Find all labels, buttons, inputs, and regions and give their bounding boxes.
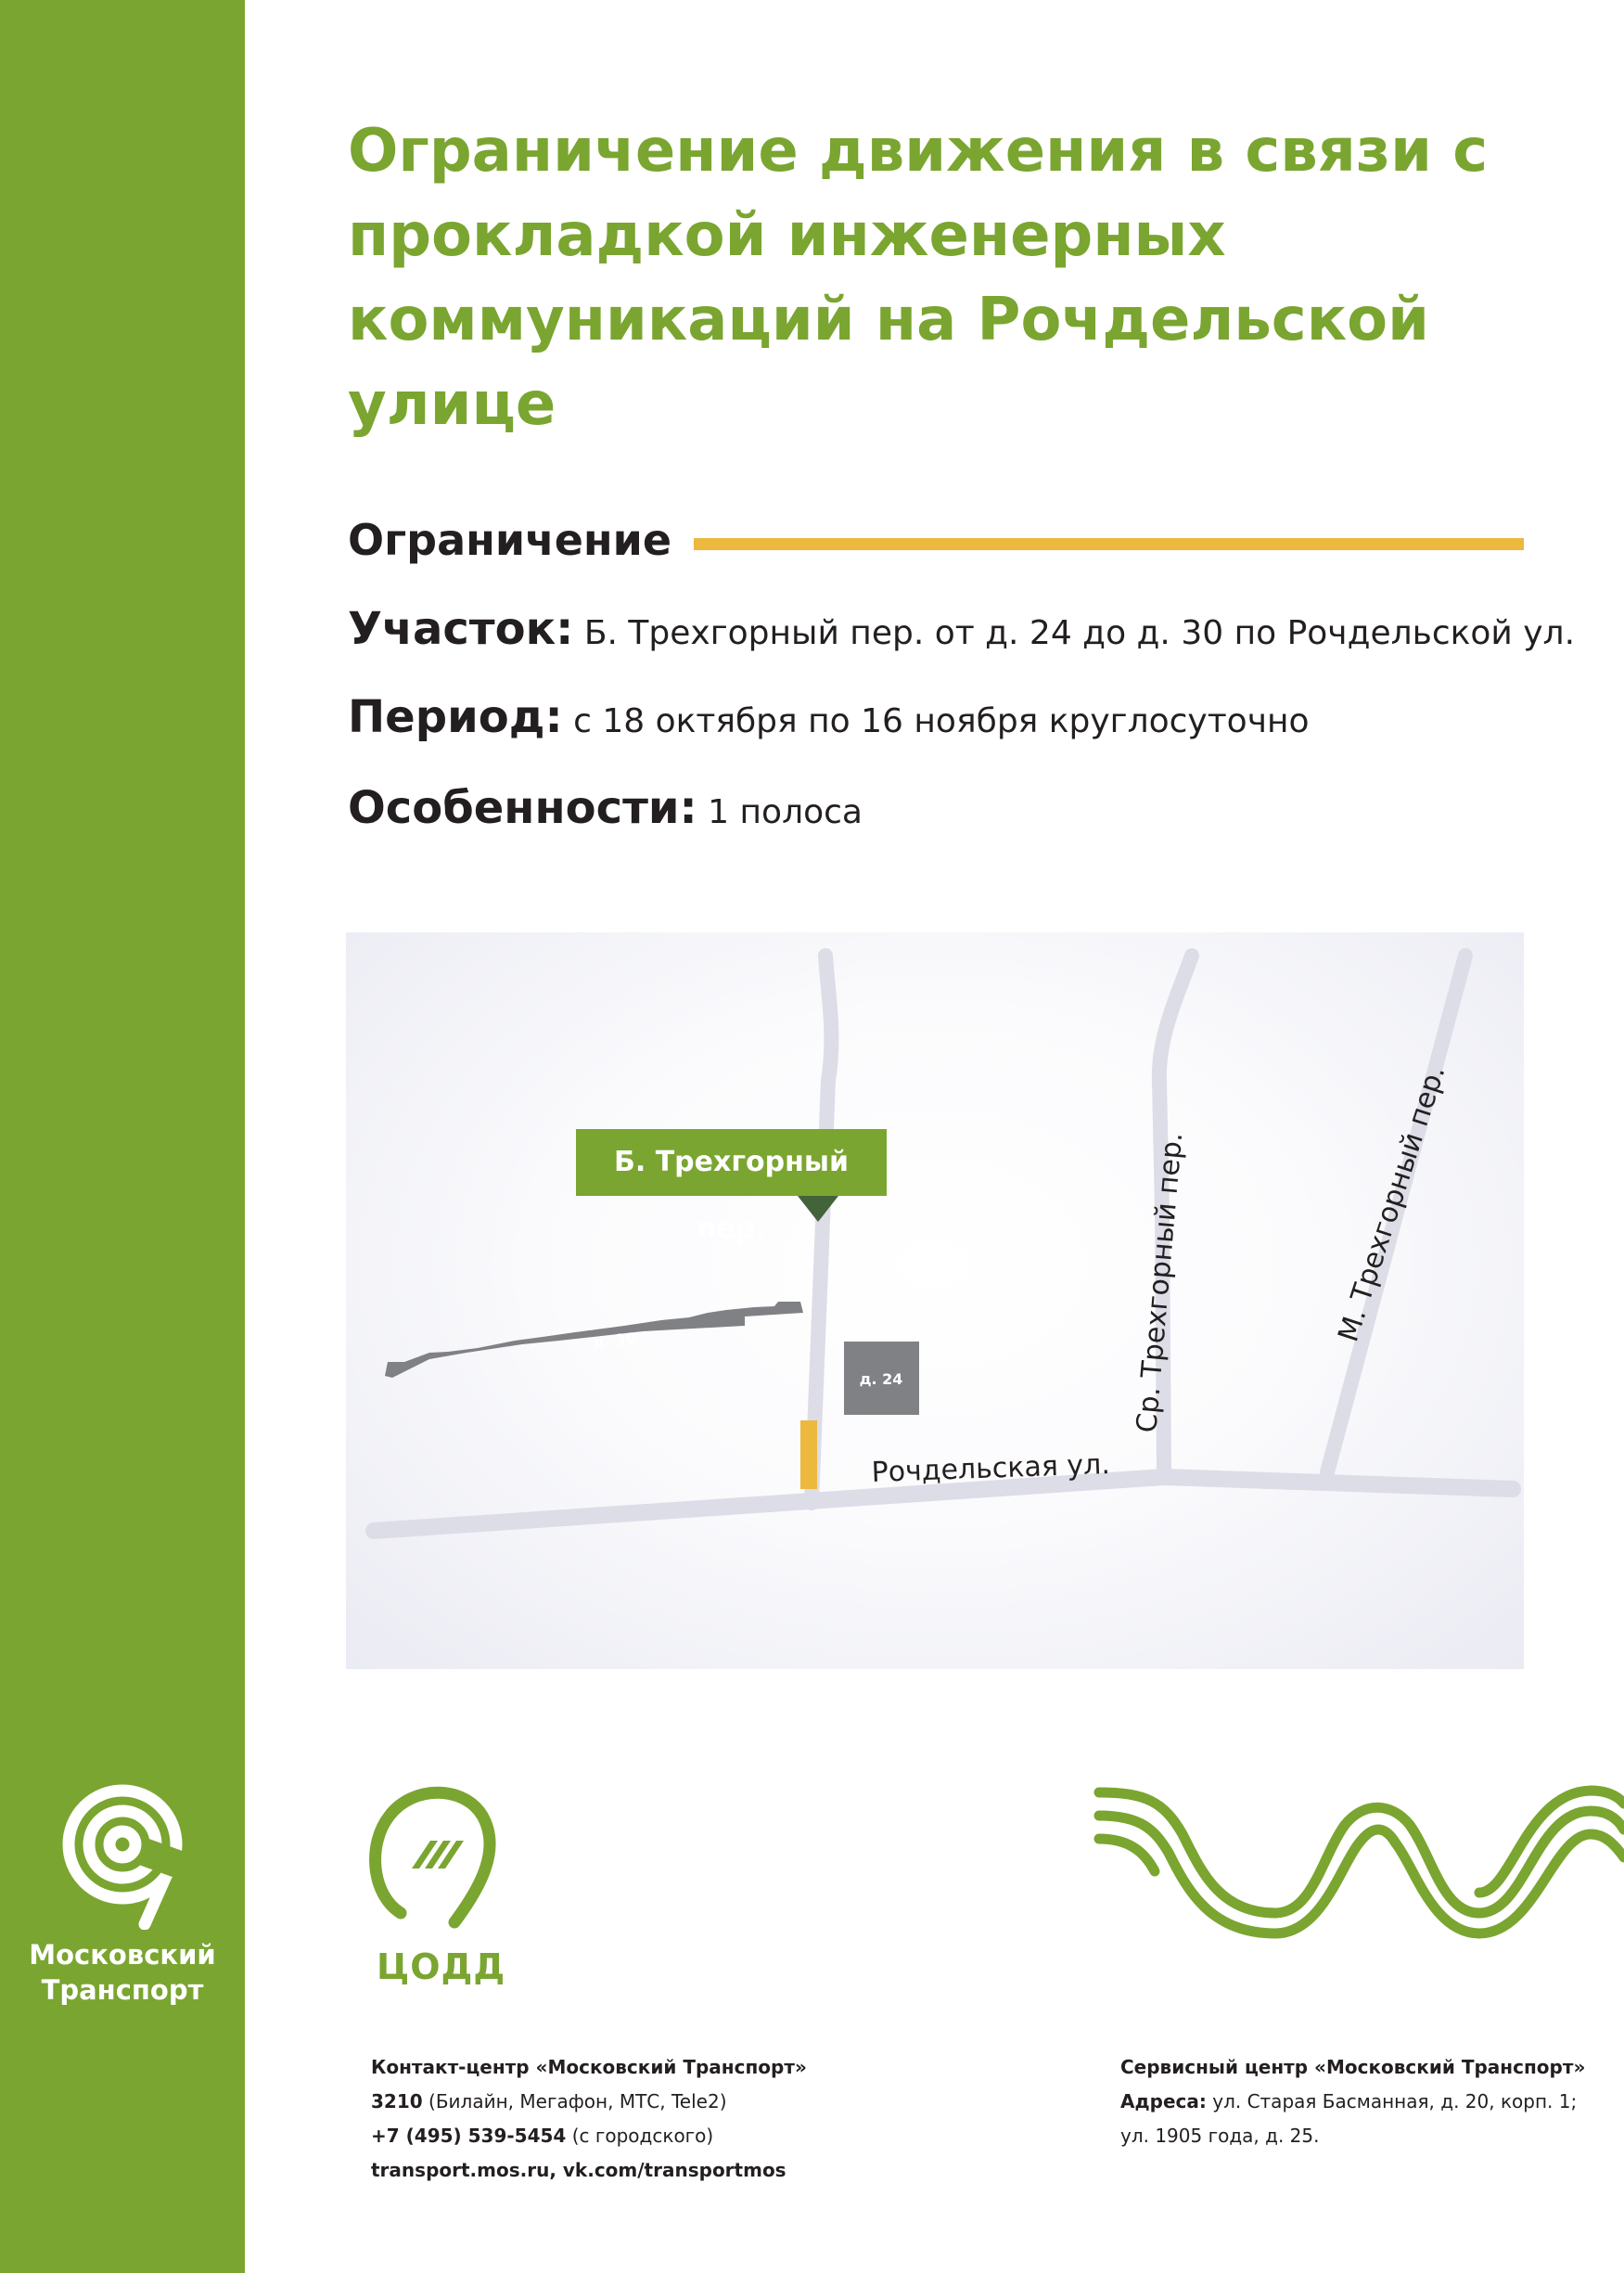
sr-trekhgorny-label: Ср. Трехгорный пер.: [1131, 1131, 1190, 1434]
segment-value: Б. Трехгорный пер. от д. 24 до д. 30 по Рочдельской ул.: [573, 614, 1576, 652]
segment-row: [348, 603, 1575, 655]
map-callout: Б. Трехгорный пер.: [576, 1129, 887, 1196]
callout-pointer: [798, 1196, 838, 1222]
mt-name-line2: Транспорт: [41, 1974, 204, 2006]
page-title: Ограничение движения в связи с прокладкой инженерных коммуникаций на Рочдельской улице: [348, 117, 1489, 439]
section-heading: Ограничение: [348, 515, 672, 565]
section-divider: [694, 538, 1524, 550]
features-label: Особенности:: [348, 782, 697, 834]
contact-center-title: Контакт-центр «Московский Транспорт»: [371, 2056, 807, 2078]
codd-name: ЦОДД: [377, 1946, 506, 1987]
address-label: Адреса:: [1120, 2090, 1207, 2112]
m-trekhgorny-label: М. Трехгорный пер.: [1332, 1061, 1452, 1346]
period-value: с 18 октября по 16 ноября круглосуточно: [562, 702, 1310, 740]
mos-wave-logo: [1090, 1774, 1624, 1950]
green-sidebar: [0, 0, 245, 2273]
building-d30-label: д. 30: [592, 1329, 637, 1352]
contact-center: [371, 2050, 807, 2188]
short-number-operators: (Билайн, Мегафон, МТС, Tele2): [422, 2090, 727, 2112]
restriction-segment: [800, 1420, 817, 1489]
website-links[interactable]: transport.mos.ru, vk.com/transportmos: [371, 2159, 786, 2181]
period-row: [348, 691, 1310, 743]
service-center-title: Сервисный центр «Московский Транспорт»: [1120, 2056, 1586, 2078]
features-value: 1 полоса: [697, 793, 863, 831]
mt-name-line1: Московский: [29, 1939, 216, 1971]
short-number: 3210: [371, 2090, 423, 2112]
rochdelskaya-label: Рочдельская ул.: [871, 1448, 1111, 1489]
codd-logo: [362, 1774, 510, 1941]
features-row: [348, 782, 863, 834]
moscow-transport-name: [0, 1937, 245, 2008]
service-center: [1120, 2050, 1585, 2153]
address-line2: ул. 1905 года, д. 25.: [1120, 2125, 1320, 2147]
address-line1: ул. Старая Басманная, д. 20, корп. 1;: [1206, 2090, 1578, 2112]
map-drawing: [346, 932, 1524, 1669]
street-map: [346, 932, 1524, 1669]
phone-number[interactable]: +7 (495) 539-5454: [371, 2125, 567, 2147]
building-d24-label: д. 24: [859, 1370, 903, 1388]
moscow-transport-logo: [0, 1781, 245, 1930]
segment-label: Участок:: [348, 603, 574, 655]
period-label: Период:: [348, 691, 563, 743]
phone-note: (с городского): [566, 2125, 714, 2147]
